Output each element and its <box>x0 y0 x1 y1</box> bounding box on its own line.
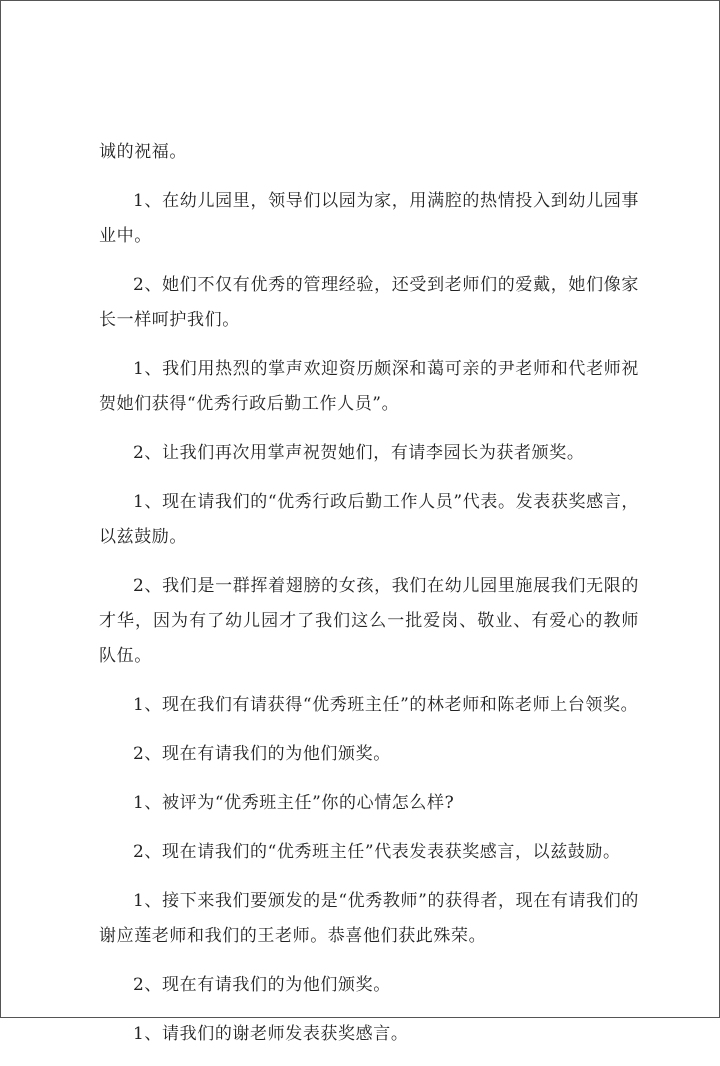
paragraph: 2、她们不仅有优秀的管理经验，还受到老师们的爱戴，她们像家长一样呵护我们。 <box>99 275 639 330</box>
paragraph: 1、接下来我们要颁发的是“优秀教师”的获得者，现在有请我们的谢应莲老师和我们的王老师。恭喜他们获此殊荣。 <box>99 891 639 946</box>
paragraph: 1、我们用热烈的掌声欢迎资历颇深和蔼可亲的尹老师和代老师祝贺她们获得“优秀行政后勤工作人员”。 <box>99 359 639 414</box>
paragraph: 2、现在请我们的“优秀班主任”代表发表获奖感言，以兹鼓励。 <box>133 842 621 862</box>
document-body <box>99 135 639 1066</box>
paragraph: 1、现在我们有请获得“优秀班主任”的林老师和陈老师上台领奖。 <box>133 695 639 715</box>
paragraph: 2、现在有请我们的为他们颁奖。 <box>133 744 391 764</box>
paragraph: 2、现在有请我们的为他们颁奖。 <box>133 975 391 995</box>
paragraph: 1、现在请我们的“优秀行政后勤工作人员”代表。发表获奖感言，以兹鼓励。 <box>99 492 639 547</box>
paragraph: 1、请我们的谢老师发表获奖感言。 <box>133 1024 409 1044</box>
paragraph: 1、在幼儿园里，领导们以园为家，用满腔的热情投入到幼儿园事业中。 <box>99 191 639 246</box>
paragraph: 1、被评为“优秀班主任”你的心情怎么样? <box>133 793 455 813</box>
paragraph: 2、我们是一群挥着翅膀的女孩，我们在幼儿园里施展我们无限的才华，因为有了幼儿园才了我们这么一批爱岗、敬业、有爱心的教师队伍。 <box>99 576 639 666</box>
paragraph: 2、让我们再次用掌声祝贺她们，有请李园长为获者颁奖。 <box>133 443 585 463</box>
paragraph-continuation: 诚的祝福。 <box>99 142 187 162</box>
